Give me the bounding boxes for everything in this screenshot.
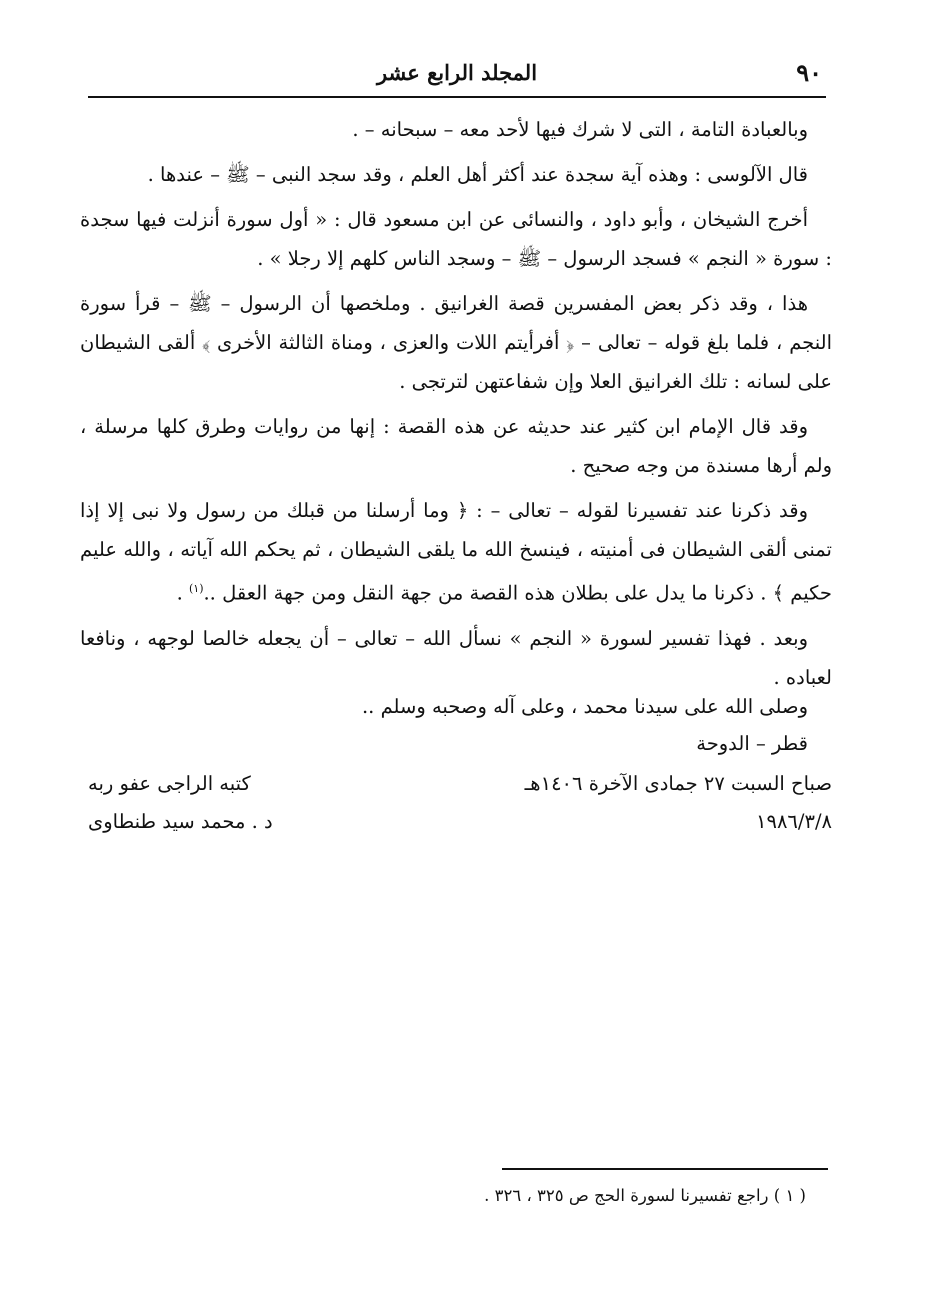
volume-title: المجلد الرابع عشر [376,60,538,85]
author-name: د . محمد سيد طنطاوى [88,810,273,833]
closing-place: قطر – الدوحة [696,732,808,755]
footnote-marker: (١) [188,582,204,595]
main-text [80,110,832,703]
closing-block [80,688,832,762]
paragraph-5: وقد قال الإمام ابن كثير عند حديثه عن هذه القصة : إنها من روايات وطرق كلها مرسلة ، ولم أرها مسندة من وجه صحيح . [80,415,832,477]
date-hijri: صباح السبت ٢٧ جمادى الآخرة ١٤٠٦هـ [524,772,832,795]
signature-row-1 [80,772,832,808]
paragraph-4: هذا ، وقد ذكر بعض المفسرين قصة الغرانيق . وملخصها أن الرسول – ﷺ – قرأ سورة النجم ، فلما بلغ قوله – تعالى – ﴿ أفرأيتم اللات والعزى ، ومناة الثالثة الأخرى ﴾ ألقى الشيطان على لسانه : تلك الغرانيق العلا وإن شفاعتهن لترتجى . [80,292,832,393]
paragraph-1: وبالعبادة التامة ، التى لا شرك فيها لأحد معه – سبحانه – . [352,118,808,141]
footnote-separator [502,1168,828,1170]
paragraph-2: قال الآلوسى : وهذه آية سجدة عند أكثر أهل العلم ، وقد سجد النبى – ﷺ – عندها . [147,163,808,186]
footnote: ( ١ ) راجع تفسيرنا لسورة الحج ص ٣٢٥ ، ٣٢٦ . [484,1186,806,1205]
paragraph-6-text: وقد ذكرنا عند تفسيرنا لقوله – تعالى – : ﴿ وما أرسلنا من قبلك من رسول ولا نبى إلا إذا تمنى ألقى الشيطان فى أمنيته ، فينسخ الله ما يلقى الشيطان ، ثم يحكم الله آياته ، والله عليم حكيم ﴾ . ذكرنا ما يدل على بطلان هذه القصة من جهة النقل ومن جهة العقل .. [80,499,832,605]
signed-by: كتبه الراجى عفو ربه [88,772,251,795]
page-number: ٩٠ [796,58,822,87]
closing-prayer: وصلى الله على سيدنا محمد ، وعلى آله وصحبه وسلم .. [361,695,808,718]
paragraph-7: وبعد . فهذا تفسير لسورة « النجم » نسأل الله – تعالى – أن يجعله خالصا لوجهه ، ونافعا لعباده . [80,626,832,689]
paragraph-6: وقد ذكرنا عند تفسيرنا لقوله – تعالى – : ﴿ وما أرسلنا من قبلك من رسول ولا نبى إلا إذا تمنى ألقى الشيطان فى أمنيته ، فينسخ الله ما يلقى الشيطان ، ثم يحكم الله آياته ، والله عليم حكيم ﴾ . ذكرنا ما يدل على بطلان هذه القصة من جهة النقل ومن جهة العقل ..$^{(١)}$ . [80,499,832,605]
paragraph-3: أخرج الشيخان ، وأبو داود ، والنسائى عن ابن مسعود قال : « أول سورة أنزلت فيها سجدة : سورة « النجم » فسجد الرسول – ﷺ – وسجد الناس كلهم إلا رجلا » . [80,208,832,270]
signature-row-2 [80,810,832,846]
page-header [88,56,826,98]
date-gregorian: ١٩٨٦/٣/٨ [756,810,832,833]
